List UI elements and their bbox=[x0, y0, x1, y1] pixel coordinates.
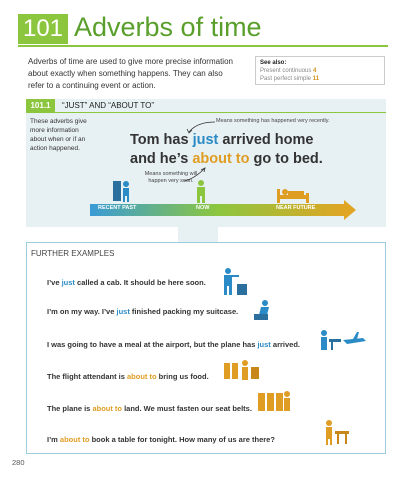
see-also-item[interactable]: Present continuous 4 bbox=[260, 68, 317, 74]
chapter-header bbox=[0, 14, 401, 44]
standing-man-icon bbox=[194, 179, 208, 203]
packing-suitcase-icon bbox=[253, 299, 275, 321]
intro-text: Adverbs of time are used to give more precise information about exactly when something happens. They can also refer to a continuing event or action. bbox=[28, 57, 233, 90]
example-line-5: The plane is about to land. We must fasten our seat belts. bbox=[47, 404, 252, 413]
chapter-title: Adverbs of time bbox=[74, 12, 262, 42]
seated-passengers-icon bbox=[257, 389, 291, 413]
further-examples-box bbox=[26, 242, 386, 454]
panel-note: These adverbs give more information about when or if an action happened. bbox=[30, 118, 87, 152]
airport-meal-icon bbox=[319, 329, 367, 351]
title-rule bbox=[18, 45, 388, 47]
adverb-just: just bbox=[192, 132, 219, 148]
page-number: 280 bbox=[12, 458, 25, 467]
arriving-man-icon bbox=[112, 179, 134, 203]
see-also-box bbox=[255, 56, 385, 85]
example-line-1: I’ve just called a cab. It should be here soon. bbox=[47, 278, 206, 287]
adverb-about-to: about to bbox=[192, 151, 250, 167]
panel-title: “JUST” AND “ABOUT TO” bbox=[62, 101, 155, 110]
timeline-label-future: NEAR FUTURE bbox=[276, 205, 316, 211]
panel-number: 101.1 bbox=[26, 99, 55, 113]
chapter-number: 101 bbox=[18, 14, 68, 44]
example-line-6: I’m about to book a table for tonight. How many of us are there? bbox=[47, 435, 275, 444]
taxi-caller-icon bbox=[219, 266, 249, 296]
just-about-to-panel bbox=[26, 99, 386, 227]
annotation-about-to: Means something will happen very soon. bbox=[144, 171, 198, 184]
timeline-arrowhead bbox=[344, 200, 356, 220]
see-also-heading: See also: bbox=[260, 60, 287, 66]
example-sentence-2: and he’s about to go to bed. bbox=[130, 151, 323, 167]
see-also-item[interactable]: Past perfect simple 11 bbox=[260, 76, 320, 82]
panel-connector bbox=[178, 227, 218, 242]
example-sentence-1: Tom has just arrived home bbox=[130, 132, 314, 148]
booking-table-icon bbox=[323, 419, 351, 445]
timeline-label-now: NOW bbox=[196, 205, 210, 211]
example-line-2: I’m on my way. I’ve just finished packing my suitcase. bbox=[47, 307, 239, 316]
bed-icon bbox=[276, 185, 310, 203]
panel-header bbox=[26, 99, 386, 113]
flight-attendant-icon bbox=[223, 359, 261, 381]
example-line-3: I was going to have a meal at the airport, but the plane has just arrived. bbox=[47, 340, 300, 349]
further-examples-title: FURTHER EXAMPLES bbox=[31, 249, 115, 258]
example-line-4: The flight attendant is about to bring us food. bbox=[47, 372, 209, 381]
timeline-label-past: RECENT PAST bbox=[98, 205, 137, 211]
annotation-just: Means something has happened very recently. bbox=[216, 118, 330, 124]
